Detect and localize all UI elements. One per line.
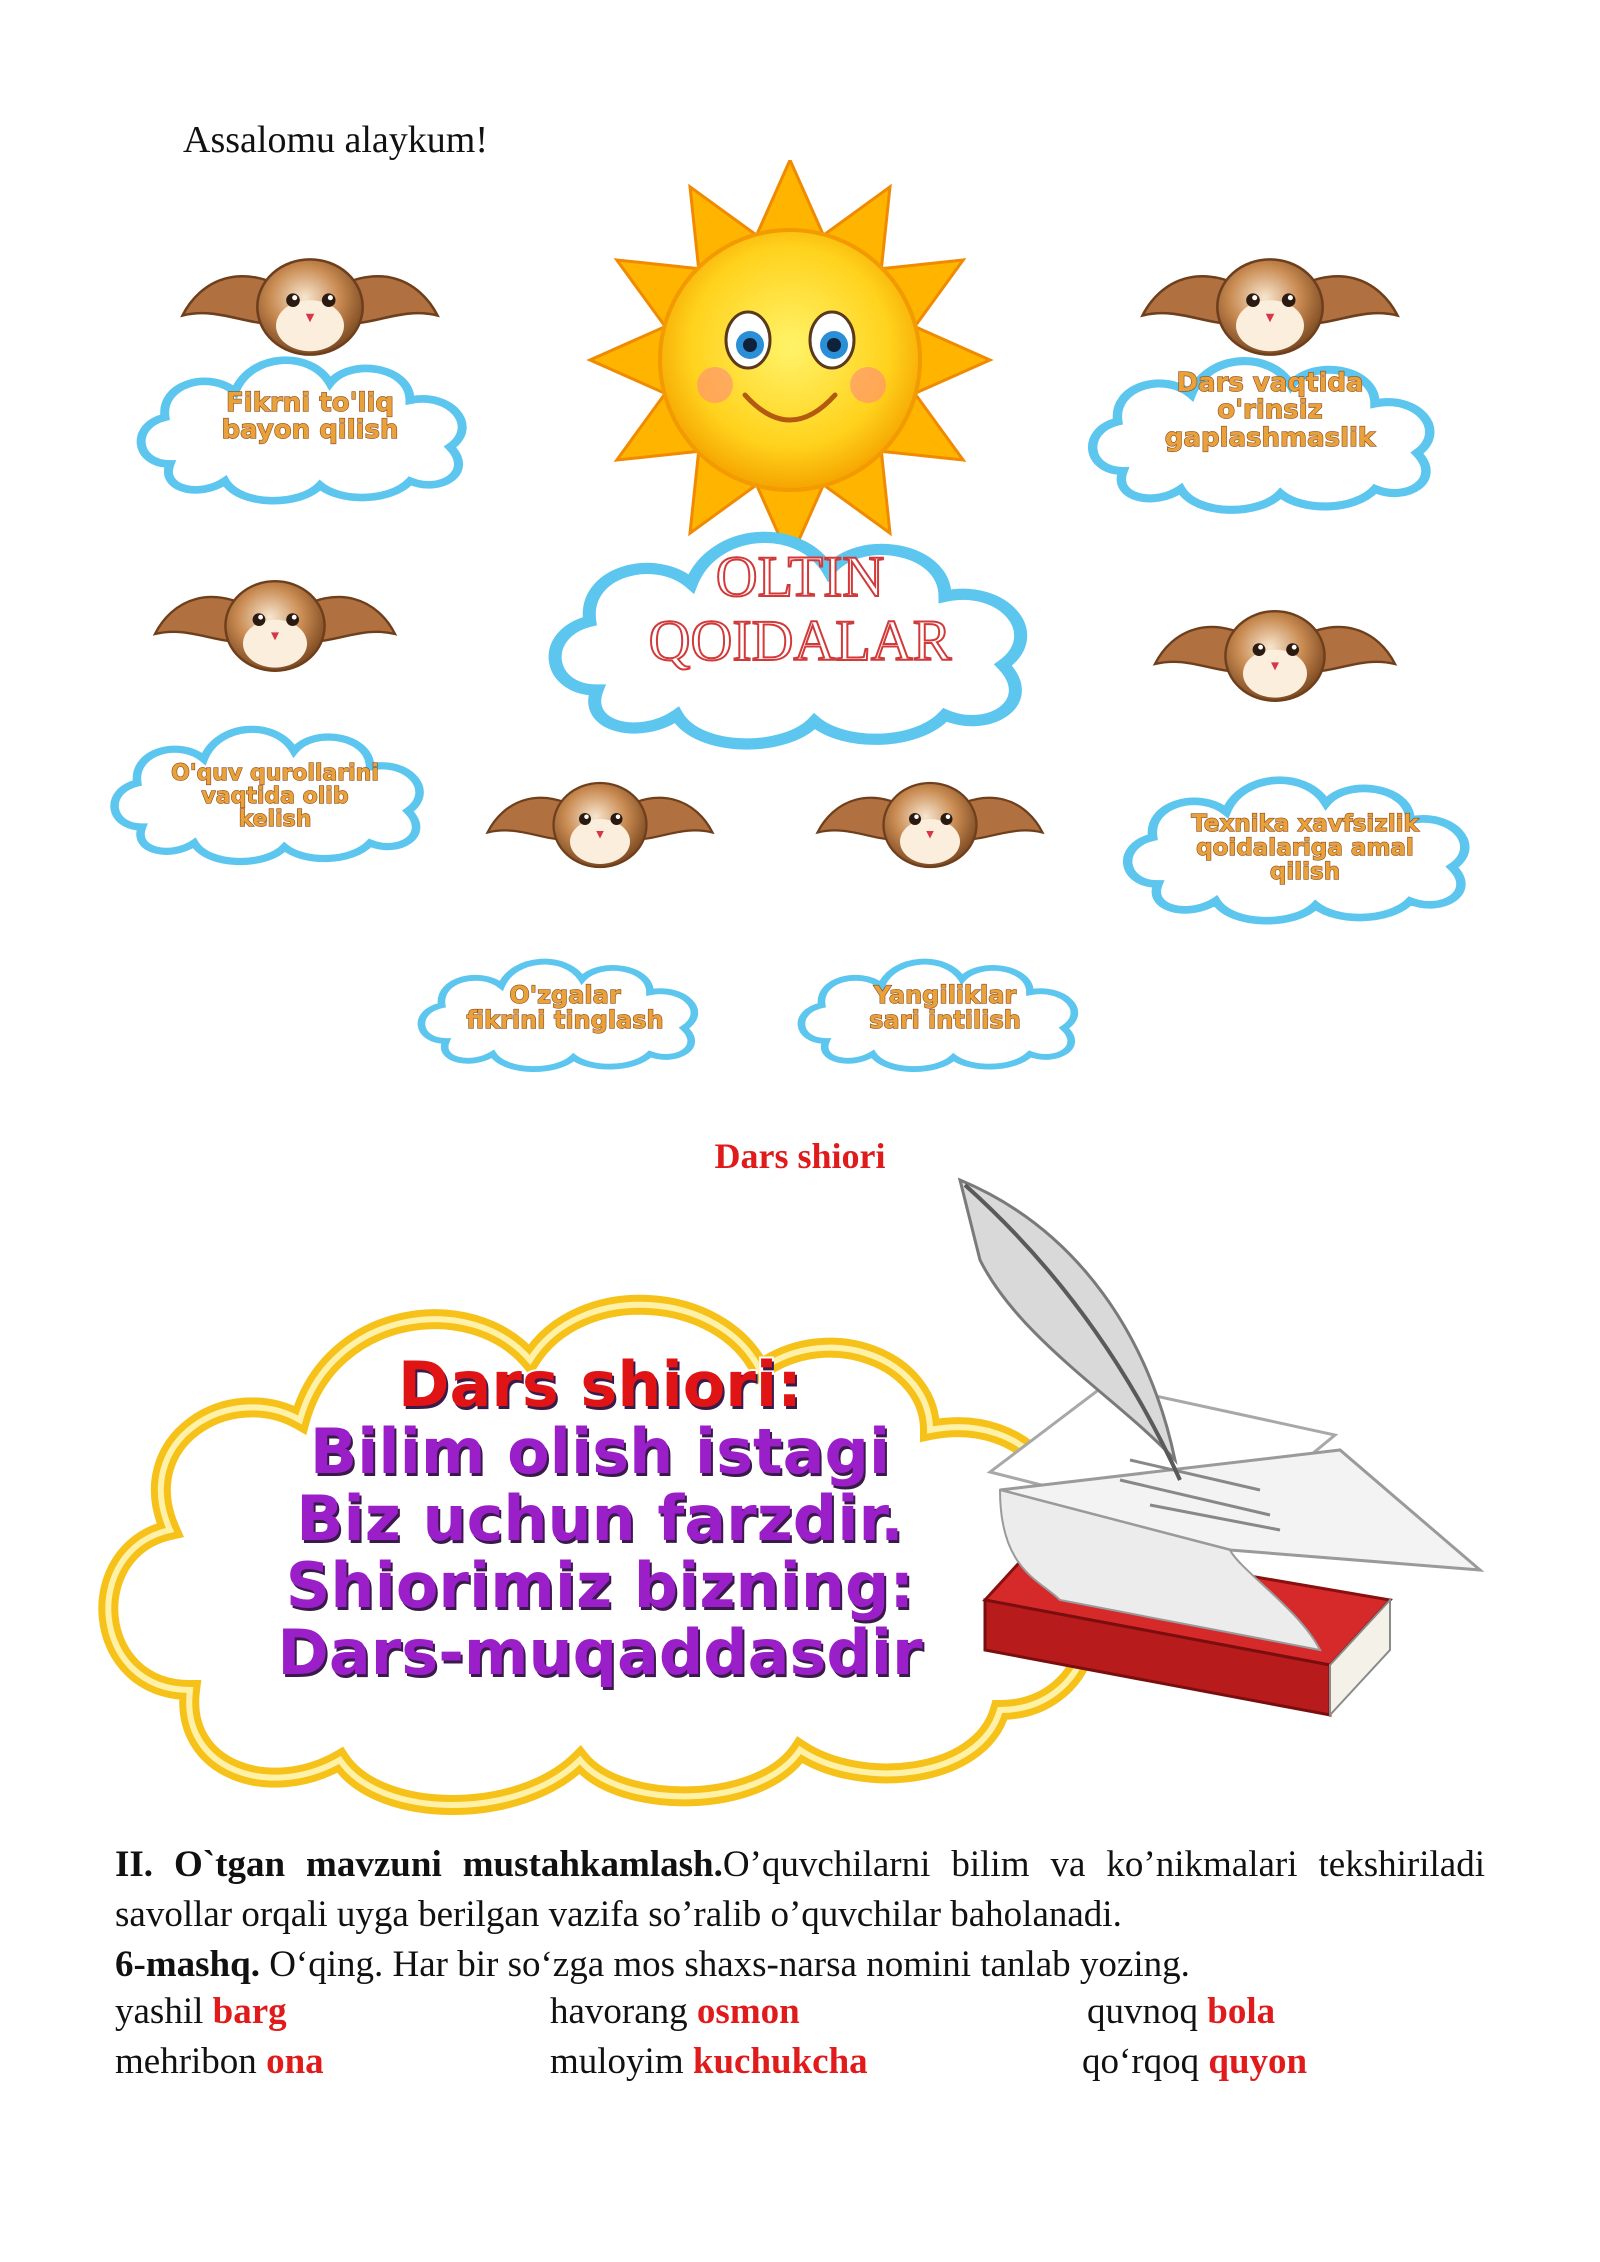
sun-icon	[590, 160, 990, 560]
review-heading: II. O`tgan mavzuni mustahkamlash.	[115, 1844, 723, 1885]
word-pair	[1082, 2040, 1307, 2083]
rule-item	[835, 983, 1055, 1033]
noun: bola	[1207, 1991, 1276, 2032]
rule-item	[455, 983, 675, 1033]
rule-line: Texnika xavfsizlik	[1191, 811, 1419, 837]
motto-line: Shiorimiz bizning:	[285, 1548, 915, 1622]
book-icon	[985, 1385, 1480, 1715]
word-pair	[1087, 1990, 1275, 2033]
word-pair	[550, 2040, 868, 2083]
rule-line: bayon qilish	[221, 415, 399, 446]
rule-line: O'zgalar	[509, 981, 621, 1009]
word-pair	[550, 1990, 800, 2033]
motto-title: Dars shiori:	[398, 1348, 802, 1421]
adjective: quvnoq	[1087, 1991, 1208, 2032]
word-pair	[115, 2040, 324, 2083]
rule-item	[1160, 812, 1450, 884]
noun: ona	[266, 2041, 324, 2082]
rule-item	[150, 762, 400, 831]
motto-line: Bilim olish istagi	[309, 1414, 891, 1488]
rules-title	[610, 545, 990, 673]
noun: osmon	[696, 1991, 800, 2032]
rule-line: qilish	[1269, 859, 1341, 886]
motto-text	[230, 1348, 970, 1689]
bird-icon	[155, 581, 395, 671]
rule-line: vaqtida olib	[201, 784, 349, 810]
rule-line: Dars vaqtida	[1176, 368, 1364, 398]
bird-icon	[183, 259, 438, 354]
rule-line: O'quv qurollarini	[171, 761, 379, 786]
exercise-instruction	[115, 1940, 1485, 1990]
rule-line: qoidalariga amal	[1196, 835, 1414, 862]
rule-line: o'rinsiz	[1217, 395, 1323, 426]
word-pair	[115, 1990, 287, 2033]
rule-line: fikrini tinglash	[466, 1006, 664, 1035]
exercise-label: 6-mashq.	[115, 1944, 260, 1985]
noun: quyon	[1208, 2041, 1308, 2082]
rule-line: kelish	[238, 807, 312, 833]
motto-section-title: Dars shiori	[714, 1136, 886, 1176]
motto-line: Biz uchun farzdir.	[296, 1481, 904, 1555]
rule-line: gaplashmaslik	[1164, 422, 1376, 453]
adjective: yashil	[115, 1991, 213, 2032]
adjective: muloyim	[550, 2041, 693, 2082]
review-text: O’quvchilarni bilim va ko’nikmalari tekshiriladi savollar orqali uyga berilgan vazifa so’ralib o’quvchilar baholanadi.	[115, 1844, 1485, 1935]
rule-line: Yangiliklar	[873, 981, 1017, 1009]
bird-icon	[1155, 611, 1395, 701]
rule-line: sari intilish	[869, 1006, 1021, 1035]
rules-title-line1: OLTIN	[715, 544, 885, 609]
noun: kuchukcha	[692, 2041, 868, 2082]
rule-line: Fikrni to'liq	[226, 388, 394, 418]
bird-icon	[488, 783, 713, 867]
bird-icon	[818, 783, 1043, 867]
rule-item	[180, 390, 440, 445]
bird-icon	[1143, 259, 1398, 354]
adjective: qo‘rqoq	[1082, 2041, 1209, 2082]
adjective: havorang	[550, 1991, 697, 2032]
rules-title-line2: QOIDALAR	[648, 607, 952, 673]
noun: barg	[212, 1991, 287, 2032]
greeting: Assalomu alaykum!	[183, 119, 489, 161]
motto-line: Dars-muqaddasdir	[277, 1615, 923, 1689]
adjective: mehribon	[115, 2041, 267, 2082]
exercise-text: O‘qing. Har bir so‘zga mos shaxs-narsa nomini tanlab yozing.	[259, 1944, 1190, 1985]
rule-item	[1135, 370, 1405, 452]
review-paragraph	[115, 1840, 1485, 1940]
